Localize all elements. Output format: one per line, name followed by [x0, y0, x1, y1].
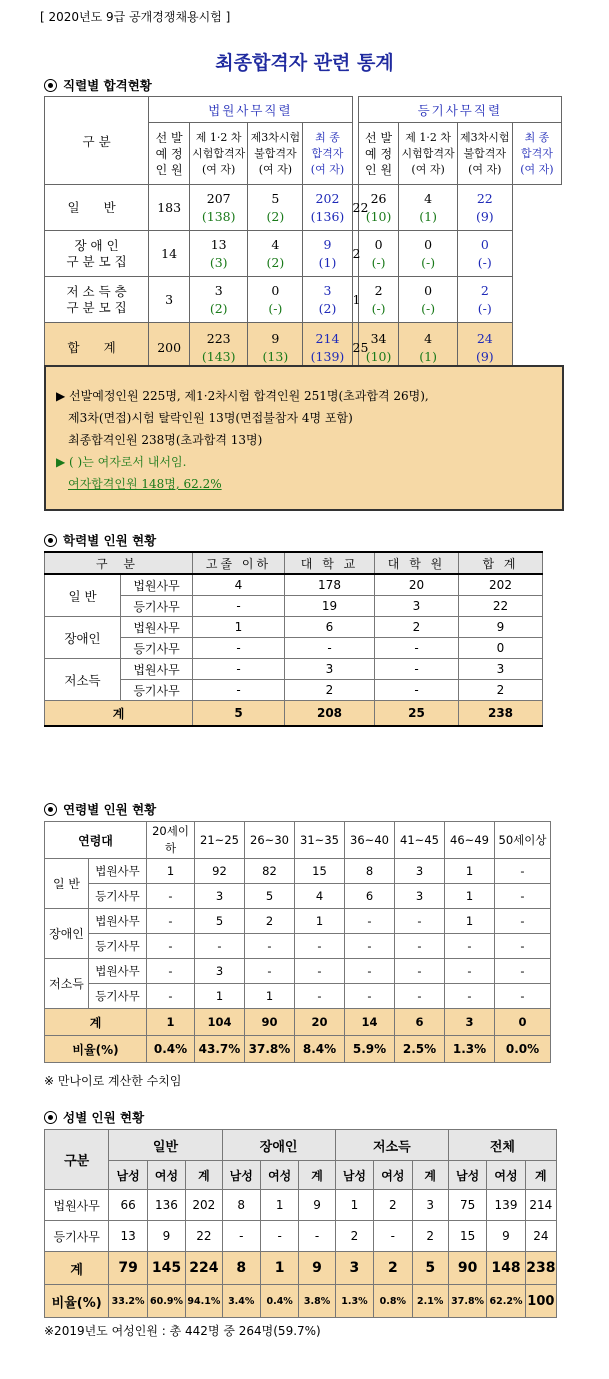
- total-value: 1: [260, 1252, 298, 1285]
- sub-head: 여성: [260, 1161, 298, 1190]
- value-cell: 24: [525, 1221, 556, 1252]
- value-cell: -: [445, 959, 495, 984]
- planned-count: 200: [149, 323, 190, 373]
- value-cell: -: [193, 680, 285, 701]
- total-value: 14: [345, 1009, 395, 1036]
- ratio-value: 33.2%: [109, 1285, 147, 1318]
- age-col-head: 46~49: [445, 822, 495, 859]
- section-title-age: 연령별 인원 현황: [44, 800, 156, 818]
- row-label: 등기사무: [45, 1221, 109, 1252]
- row-label: 합 계: [45, 323, 149, 373]
- total-row: [45, 1252, 557, 1285]
- count-cell: 2 (-): [358, 277, 399, 323]
- value-cell: 22: [186, 1221, 222, 1252]
- ratio-value: 1.3%: [445, 1036, 495, 1063]
- value-cell: -: [147, 884, 195, 909]
- value-cell: 2: [375, 617, 459, 638]
- sub-head: 남성: [448, 1161, 486, 1190]
- value-cell: 202: [459, 574, 543, 596]
- col-head-c1: 선 발 예 정 인 원: [149, 123, 190, 185]
- table-row: [45, 659, 543, 680]
- bullet-icon: [44, 803, 57, 816]
- corner-age: 연령대: [45, 822, 147, 859]
- value-cell: -: [245, 934, 295, 959]
- count-cell: 0 (-): [358, 231, 399, 277]
- value-cell: -: [395, 934, 445, 959]
- final-pass-count: 214 (139): [303, 323, 352, 373]
- value-cell: -: [375, 680, 459, 701]
- total-label: 계: [45, 701, 193, 727]
- row-label: 일 반: [45, 185, 149, 231]
- final-pass-count: 202 (136): [303, 185, 352, 231]
- sub-label: 등기사무: [89, 884, 147, 909]
- col-head-c1: 선 발 예 정 인 원: [358, 123, 399, 185]
- ratio-value: 43.7%: [195, 1036, 245, 1063]
- value-cell: 19: [285, 596, 375, 617]
- sub-label: 등기사무: [121, 596, 193, 617]
- value-cell: -: [375, 638, 459, 659]
- total-value: 2: [374, 1252, 412, 1285]
- row-label: 법원사무: [45, 1190, 109, 1221]
- value-cell: -: [147, 984, 195, 1009]
- group-court: 법원사무직렬: [149, 97, 352, 123]
- ratio-value: 8.4%: [295, 1036, 345, 1063]
- col-head-c3: 제3차시험 불합격자 (여 자): [457, 123, 512, 185]
- age-col-head: 31~35: [295, 822, 345, 859]
- total-value: 224: [186, 1252, 222, 1285]
- sub-label: 등기사무: [121, 680, 193, 701]
- sub-label: 법원사무: [121, 574, 193, 596]
- group-label: 저소득: [45, 959, 89, 1009]
- value-cell: 5: [195, 909, 245, 934]
- age-col-head: 41~45: [395, 822, 445, 859]
- bullet-icon: [44, 534, 57, 547]
- count-cell: 223 (143): [190, 323, 248, 373]
- group-label: 일 반: [45, 574, 121, 617]
- sub-head: 남성: [222, 1161, 260, 1190]
- section-title-education: 학력별 인원 현황: [44, 531, 156, 549]
- value-cell: 1: [445, 884, 495, 909]
- sub-label: 법원사무: [121, 617, 193, 638]
- count-cell: 0 (-): [248, 277, 303, 323]
- count-cell: 207 (138): [190, 185, 248, 231]
- value-cell: -: [395, 959, 445, 984]
- sub-label: 법원사무: [89, 909, 147, 934]
- value-cell: 92: [195, 859, 245, 884]
- value-cell: -: [495, 859, 551, 884]
- sub-head: 계: [299, 1161, 335, 1190]
- value-cell: -: [345, 959, 395, 984]
- table-age: [44, 821, 551, 1063]
- table-by-series: [44, 96, 562, 373]
- value-cell: 2: [285, 680, 375, 701]
- value-cell: -: [193, 638, 285, 659]
- value-cell: 22: [459, 596, 543, 617]
- planned-count: 183: [149, 185, 190, 231]
- bullet-icon: [44, 79, 57, 92]
- ratio-value: 0.4%: [147, 1036, 195, 1063]
- table-row: [45, 934, 551, 959]
- ratio-value: 2.5%: [395, 1036, 445, 1063]
- table-row: [45, 959, 551, 984]
- ratio-value: 94.1%: [186, 1285, 222, 1318]
- value-cell: 5: [245, 884, 295, 909]
- total-value: 238: [459, 701, 543, 727]
- total-value: 6: [395, 1009, 445, 1036]
- value-cell: 1: [445, 859, 495, 884]
- table-row: [45, 574, 543, 596]
- value-cell: 1: [245, 984, 295, 1009]
- count-cell: 5 (2): [248, 185, 303, 231]
- ratio-value: 5.9%: [345, 1036, 395, 1063]
- sub-head: 남성: [335, 1161, 373, 1190]
- value-cell: -: [295, 934, 345, 959]
- table-row: [45, 859, 551, 884]
- col-head-c4: 최 종 합격자 (여 자): [303, 123, 352, 185]
- final-pass-count: 24 (9): [457, 323, 512, 373]
- age-col-head: 26~30: [245, 822, 295, 859]
- total-label: 계: [45, 1009, 147, 1036]
- value-cell: 8: [345, 859, 395, 884]
- table-row: [45, 909, 551, 934]
- value-cell: 1: [295, 909, 345, 934]
- ratio-row: [45, 1036, 551, 1063]
- table-row: [45, 1221, 557, 1252]
- value-cell: -: [295, 984, 345, 1009]
- total-value: 104: [195, 1009, 245, 1036]
- value-cell: -: [193, 596, 285, 617]
- col-head-gubun: 구 분: [45, 552, 193, 574]
- count-cell: 4 (1): [399, 185, 457, 231]
- planned-count: 2: [352, 231, 358, 277]
- group-head: 저소득: [335, 1130, 448, 1161]
- value-cell: -: [445, 934, 495, 959]
- ratio-value: 0.8%: [374, 1285, 412, 1318]
- value-cell: -: [495, 984, 551, 1009]
- ratio-value: 60.9%: [147, 1285, 185, 1318]
- total-row: [45, 701, 543, 727]
- sub-label: 법원사무: [121, 659, 193, 680]
- count-cell: 4 (2): [248, 231, 303, 277]
- value-cell: 0: [459, 638, 543, 659]
- sub-label: 등기사무: [89, 984, 147, 1009]
- value-cell: 3: [195, 884, 245, 909]
- corner-gubun: 구 분: [45, 97, 149, 185]
- total-value: 238: [525, 1252, 556, 1285]
- col-head: 대 학 교: [285, 552, 375, 574]
- total-value: 90: [245, 1009, 295, 1036]
- table-education: [44, 551, 543, 727]
- value-cell: -: [345, 984, 395, 1009]
- table-row: [45, 1190, 557, 1221]
- age-col-head: 50세이상: [495, 822, 551, 859]
- age-col-head: 20세이하: [147, 822, 195, 859]
- value-cell: 75: [448, 1190, 486, 1221]
- value-cell: 9: [459, 617, 543, 638]
- total-value: 148: [487, 1252, 525, 1285]
- value-cell: 1: [147, 859, 195, 884]
- sub-head: 남성: [109, 1161, 147, 1190]
- age-col-head: 21~25: [195, 822, 245, 859]
- value-cell: 6: [285, 617, 375, 638]
- note-summary: ▶ 선발예정인원 225명, 제1·2차시험 합격인원 251명(초과합격 26명), 제3차(면접)시험 탈락인원 13명(면접불참자 4명 포함) 최종합격인원 238명(초과합격 13명) ▶ ( )는 여자로서 내서임. 여자합격인원 148명, 62.2%: [44, 365, 564, 511]
- row-label: 장 애 인 구 분 모 집: [45, 231, 149, 277]
- value-cell: -: [495, 884, 551, 909]
- value-cell: -: [299, 1221, 335, 1252]
- total-value: 9: [299, 1252, 335, 1285]
- value-cell: -: [495, 909, 551, 934]
- col-head: 합 계: [459, 552, 543, 574]
- planned-count: 14: [149, 231, 190, 277]
- value-cell: 1: [445, 909, 495, 934]
- value-cell: 2: [412, 1221, 448, 1252]
- value-cell: 3: [395, 884, 445, 909]
- planned-count: 22: [352, 185, 358, 231]
- exam-header: [ 2020년도 9급 공개경쟁채용시험 ]: [40, 10, 231, 24]
- value-cell: -: [285, 638, 375, 659]
- ratio-value: 0.0%: [495, 1036, 551, 1063]
- value-cell: 3: [375, 596, 459, 617]
- planned-count: 25: [352, 323, 358, 373]
- table-row: [45, 884, 551, 909]
- value-cell: 8: [222, 1190, 260, 1221]
- value-cell: 1: [193, 617, 285, 638]
- value-cell: -: [375, 659, 459, 680]
- value-cell: -: [495, 934, 551, 959]
- col-head-c4: 최 종 합격자 (여 자): [512, 123, 561, 185]
- total-row: [45, 1009, 551, 1036]
- count-cell: 3 (2): [190, 277, 248, 323]
- value-cell: -: [345, 934, 395, 959]
- col-head-c3: 제3차시험 불합격자 (여 자): [248, 123, 303, 185]
- value-cell: 20: [375, 574, 459, 596]
- value-cell: 178: [285, 574, 375, 596]
- section-title-by-series: 직렬별 합격현황: [44, 76, 152, 94]
- value-cell: -: [147, 959, 195, 984]
- value-cell: 3: [395, 859, 445, 884]
- value-cell: 1: [335, 1190, 373, 1221]
- value-cell: -: [495, 959, 551, 984]
- value-cell: 2: [245, 909, 295, 934]
- ratio-label: 비율(%): [45, 1285, 109, 1318]
- value-cell: -: [395, 984, 445, 1009]
- value-cell: 6: [345, 884, 395, 909]
- total-value: 208: [285, 701, 375, 727]
- group-registry: 등기사무직렬: [358, 97, 561, 123]
- value-cell: 9: [299, 1190, 335, 1221]
- total-label: 계: [45, 1252, 109, 1285]
- value-cell: -: [147, 909, 195, 934]
- count-cell: 0 (-): [399, 277, 457, 323]
- corner-gubun: 구분: [45, 1130, 109, 1190]
- planned-count: 3: [149, 277, 190, 323]
- sub-label: 법원사무: [89, 859, 147, 884]
- total-value: 1: [147, 1009, 195, 1036]
- value-cell: 2: [459, 680, 543, 701]
- group-label: 장애인: [45, 909, 89, 959]
- age-col-head: 36~40: [345, 822, 395, 859]
- total-value: 8: [222, 1252, 260, 1285]
- total-value: 5: [412, 1252, 448, 1285]
- page-title: 최종합격자 관련 통계: [215, 52, 394, 74]
- total-value: 5: [193, 701, 285, 727]
- value-cell: 9: [147, 1221, 185, 1252]
- value-cell: 4: [295, 884, 345, 909]
- sub-head: 계: [186, 1161, 222, 1190]
- col-head: 대 학 원: [375, 552, 459, 574]
- ratio-value: 62.2%: [487, 1285, 525, 1318]
- sub-head: 계: [412, 1161, 448, 1190]
- value-cell: -: [147, 934, 195, 959]
- group-head: 전체: [448, 1130, 556, 1161]
- final-pass-count: 0 (-): [457, 231, 512, 277]
- value-cell: 13: [109, 1221, 147, 1252]
- final-pass-count: 9 (1): [303, 231, 352, 277]
- table-row: [45, 277, 562, 323]
- total-value: 79: [109, 1252, 147, 1285]
- ratio-value: 2.1%: [412, 1285, 448, 1318]
- planned-count: 1: [352, 277, 358, 323]
- value-cell: 15: [295, 859, 345, 884]
- total-value: 20: [295, 1009, 345, 1036]
- value-cell: 4: [193, 574, 285, 596]
- ratio-value: 37.8%: [448, 1285, 486, 1318]
- count-cell: 9 (13): [248, 323, 303, 373]
- ratio-label: 비율(%): [45, 1036, 147, 1063]
- value-cell: -: [193, 659, 285, 680]
- sub-head: 여성: [487, 1161, 525, 1190]
- col-head: 고졸 이하: [193, 552, 285, 574]
- bullet-icon: [44, 1111, 57, 1124]
- count-cell: 26 (10): [358, 185, 399, 231]
- ratio-value: 0.4%: [260, 1285, 298, 1318]
- total-value: 3: [335, 1252, 373, 1285]
- value-cell: -: [445, 984, 495, 1009]
- value-cell: 2: [374, 1190, 412, 1221]
- count-cell: 34 (10): [358, 323, 399, 373]
- table-row: [45, 185, 562, 231]
- value-cell: 3: [459, 659, 543, 680]
- count-cell: 13 (3): [190, 231, 248, 277]
- value-cell: -: [374, 1221, 412, 1252]
- value-cell: 1: [260, 1190, 298, 1221]
- value-cell: 2: [335, 1221, 373, 1252]
- sub-head: 계: [525, 1161, 556, 1190]
- value-cell: -: [395, 909, 445, 934]
- ratio-value: 37.8%: [245, 1036, 295, 1063]
- total-value: 3: [445, 1009, 495, 1036]
- ratio-value: 100: [525, 1285, 556, 1318]
- group-head: 장애인: [222, 1130, 335, 1161]
- value-cell: -: [195, 934, 245, 959]
- ratio-value: 3.4%: [222, 1285, 260, 1318]
- total-value: 90: [448, 1252, 486, 1285]
- group-head: 일반: [109, 1130, 222, 1161]
- value-cell: 136: [147, 1190, 185, 1221]
- value-cell: 139: [487, 1190, 525, 1221]
- table-row: [45, 984, 551, 1009]
- ratio-row: [45, 1285, 557, 1318]
- sub-label: 등기사무: [89, 934, 147, 959]
- final-pass-count: 22 (9): [457, 185, 512, 231]
- count-cell: 0 (-): [399, 231, 457, 277]
- sub-label: 법원사무: [89, 959, 147, 984]
- ratio-value: 3.8%: [299, 1285, 335, 1318]
- value-cell: 3: [412, 1190, 448, 1221]
- col-head-c2: 제 1·2 차 시험합격자 (여 자): [190, 123, 248, 185]
- value-cell: 202: [186, 1190, 222, 1221]
- value-cell: 9: [487, 1221, 525, 1252]
- value-cell: -: [245, 959, 295, 984]
- sub-head: 여성: [374, 1161, 412, 1190]
- value-cell: 15: [448, 1221, 486, 1252]
- group-label: 저소득: [45, 659, 121, 701]
- group-label: 장애인: [45, 617, 121, 659]
- total-value: 0: [495, 1009, 551, 1036]
- value-cell: -: [260, 1221, 298, 1252]
- value-cell: 3: [285, 659, 375, 680]
- value-cell: 3: [195, 959, 245, 984]
- note-gender: ※2019년도 여성인원 : 총 442명 중 264명(59.7%): [44, 1324, 321, 1338]
- table-gender: [44, 1129, 557, 1318]
- value-cell: 1: [195, 984, 245, 1009]
- group-label: 일 반: [45, 859, 89, 909]
- value-cell: -: [295, 959, 345, 984]
- value-cell: 66: [109, 1190, 147, 1221]
- note-age: ※ 만나이로 계산한 수치임: [44, 1074, 182, 1088]
- value-cell: 214: [525, 1190, 556, 1221]
- total-value: 25: [375, 701, 459, 727]
- section-title-gender: 성별 인원 현황: [44, 1108, 144, 1126]
- value-cell: -: [345, 909, 395, 934]
- final-pass-count: 3 (2): [303, 277, 352, 323]
- table-row: [45, 231, 562, 277]
- sub-head: 여성: [147, 1161, 185, 1190]
- count-cell: 4 (1): [399, 323, 457, 373]
- value-cell: 82: [245, 859, 295, 884]
- row-label: 저 소 득 층 구 분 모 집: [45, 277, 149, 323]
- total-value: 145: [147, 1252, 185, 1285]
- value-cell: -: [222, 1221, 260, 1252]
- col-head-c2: 제 1·2 차 시험합격자 (여 자): [399, 123, 457, 185]
- table-row: [45, 617, 543, 638]
- final-pass-count: 2 (-): [457, 277, 512, 323]
- sub-label: 등기사무: [121, 638, 193, 659]
- ratio-value: 1.3%: [335, 1285, 373, 1318]
